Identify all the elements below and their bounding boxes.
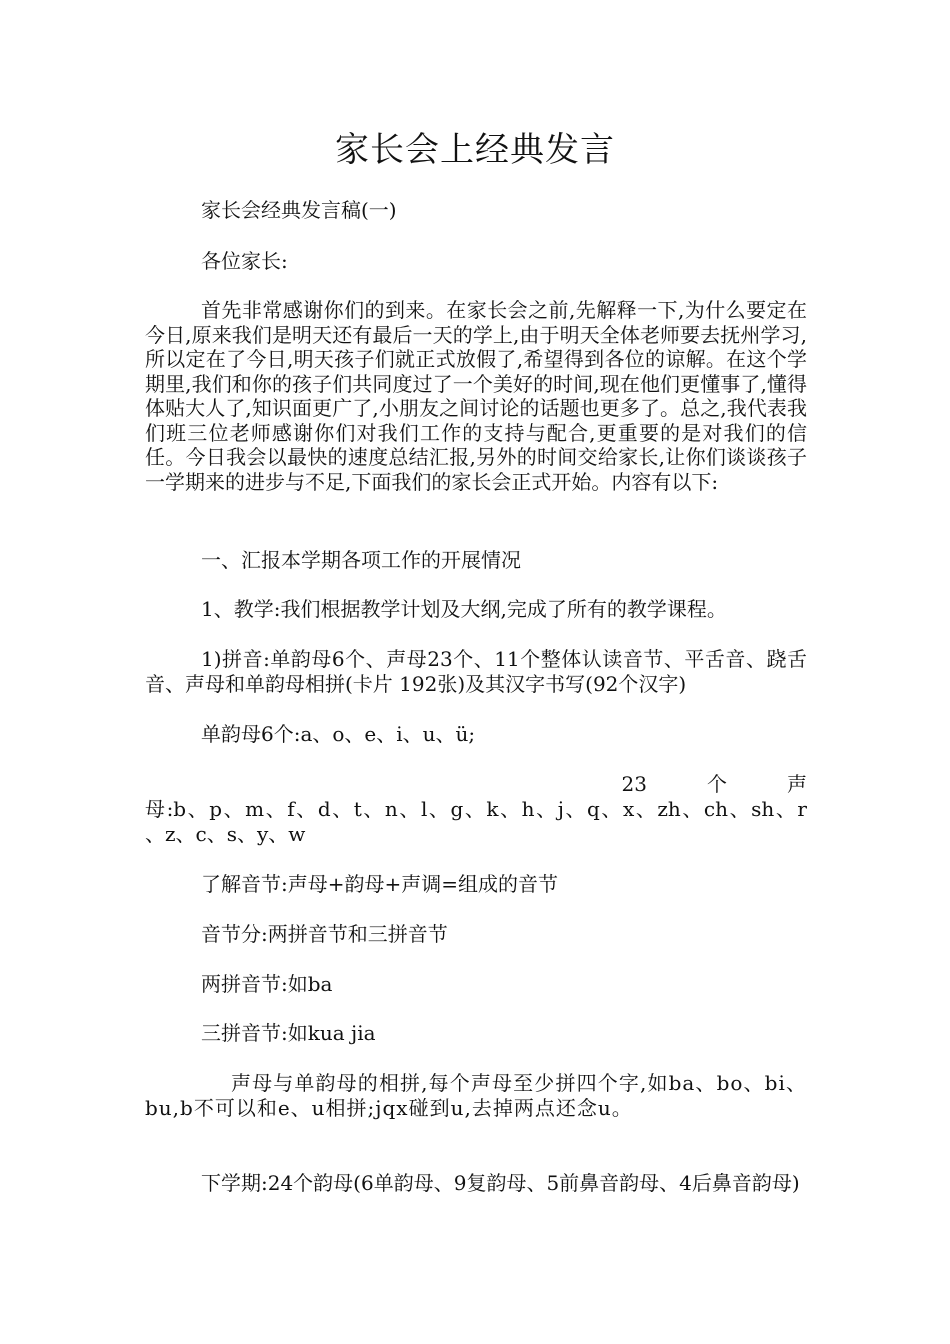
paragraph-opening: 首先非常感谢你们的到来。在家长会之前,先解释一下,为什么要定在今日,原来我们是明天还有最后一天的学上,由于明天全体老师要去抚州学习,所以定在了今日,明天孩子们就正式放假了,希望得到各位的谅解。在这个学期里,我们和你的孩子们共同度过了一个美好的时间,现在他们更懂事了,懂得体贴大人了,知识面更广了,小朋友之间讨论的话题也更多了。总之,我代表我们班三位老师感谢你们对我们工作的支持与配合,更重要的是对我们的信任。今日我会以最快的速度总结汇报,另外的时间交给家长,让你们谈谈孩子一学期来的进步与不足,下面我们的家长会正式开始。内容有以下:: [145, 298, 807, 494]
paragraph-subtitle: 家长会经典发言稿(一): [201, 198, 397, 222]
paragraph-syllable-def: 了解音节:声母+韵母+声调=组成的音节: [201, 872, 559, 896]
paragraph-initials-line3: 、z、c、s、y、w: [145, 822, 306, 846]
paragraph-combination-rules: 声母与单韵母的相拼,每个声母至少拼四个字,如ba、bo、bi、bu,b不可以和e、u相拼;jqx碰到u,去掉两点还念u。: [145, 1071, 807, 1120]
paragraph-pinyin: 1)拼音:单韵母6个、声母23个、11个整体认读音节、平舌音、跷舌音、声母和单韵母相拼(卡片 192张)及其汉字书写(92个汉字): [145, 647, 807, 696]
paragraph-greeting: 各位家长:: [201, 249, 288, 273]
paragraph-two-part: 两拼音节:如ba: [201, 972, 333, 996]
paragraph-single-finals: 单韵母6个:a、o、e、i、u、ü;: [201, 722, 476, 746]
paragraph-next-term: 下学期:24个韵母(6单韵母、9复韵母、5前鼻音韵母、4后鼻音韵母): [201, 1171, 800, 1195]
paragraph-section-heading: 一、汇报本学期各项工作的开展情况: [201, 548, 521, 572]
paragraph-syllable-types: 音节分:两拼音节和三拼音节: [201, 922, 448, 946]
paragraph-three-part: 三拼音节:如kua jia: [201, 1021, 376, 1045]
paragraph-initials-line1: 23 个 声: [621, 772, 807, 796]
document-title: 家长会上经典发言: [335, 130, 615, 170]
paragraph-initials-line2: 母:b、p、m、f、d、t、n、l、g、k、h、j、q、x、zh、ch、sh、r: [145, 797, 807, 821]
paragraph-teaching: 1、教学:我们根据教学计划及大纲,完成了所有的教学课程。: [201, 597, 727, 621]
